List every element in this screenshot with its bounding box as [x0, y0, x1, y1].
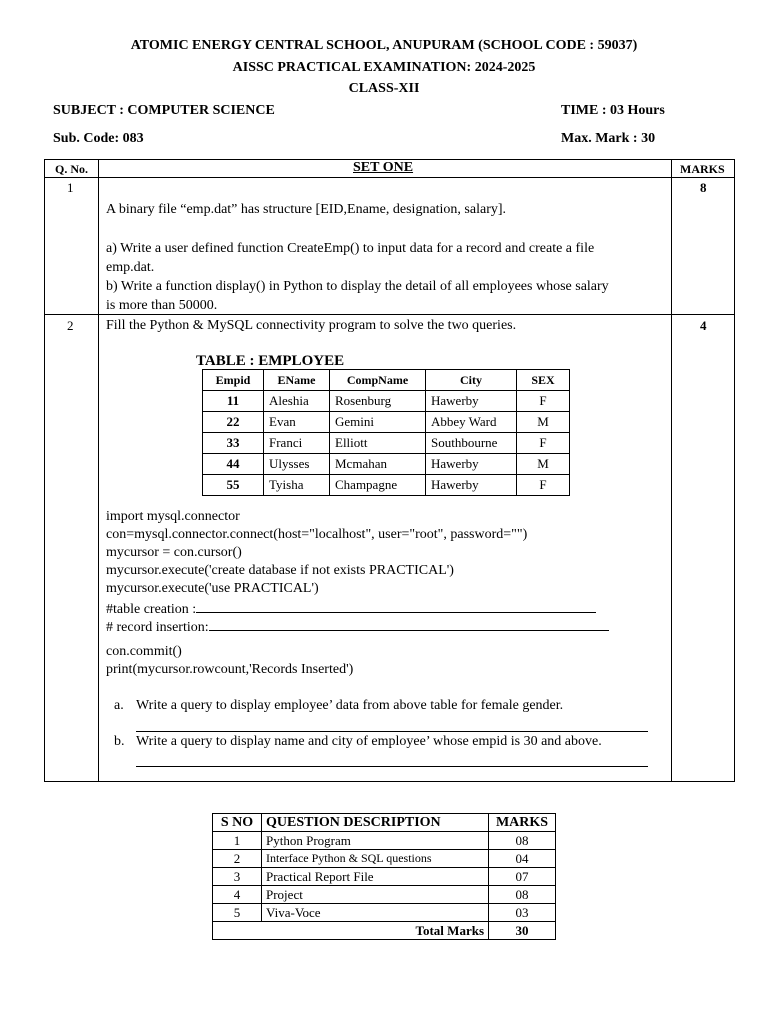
part-b-text: Write a query to display name and city of employee’ whose empid is 30 and above.	[136, 734, 602, 749]
cell-city: Hawerby	[426, 475, 517, 496]
set-header: SET ONE	[353, 160, 414, 175]
table-row	[213, 904, 556, 922]
cell-marks: 04	[489, 850, 556, 868]
cell-city: Hawerby	[426, 454, 517, 475]
cell-sno: 3	[213, 868, 262, 886]
record-insertion-row	[106, 616, 609, 637]
marks-summary-table	[212, 813, 556, 940]
total-row	[213, 922, 556, 940]
q1-number: 1	[67, 180, 74, 195]
part-a-text: Write a query to display employee’ data from above table for female gender.	[136, 698, 564, 713]
cell-description: Python Program	[262, 832, 489, 850]
cell-marks: 03	[489, 904, 556, 922]
table-row	[203, 391, 570, 412]
table-creation-blank	[196, 598, 596, 613]
table-row	[213, 832, 556, 850]
part-b-marker: b.	[114, 734, 125, 749]
part-a-marker: a.	[114, 698, 124, 713]
code-line: con=mysql.connector.connect(host="localhost", user="root", password="")	[106, 527, 528, 542]
cell-city: Southbourne	[426, 433, 517, 454]
q2-intro: Fill the Python & MySQL connectivity program to solve the two queries.	[106, 318, 517, 333]
cell-sno: 2	[213, 850, 262, 868]
column-divider	[671, 160, 672, 781]
record-insertion-label: # record insertion:	[106, 620, 209, 635]
col-description: QUESTION DESCRIPTION	[262, 814, 489, 832]
subject-label: SUBJECT : COMPUTER SCIENCE	[53, 103, 275, 118]
table-row	[203, 475, 570, 496]
code-line: mycursor.execute('use PRACTICAL')	[106, 581, 319, 596]
cell-empid: 55	[203, 475, 264, 496]
max-mark-label: Max. Mark : 30	[561, 131, 656, 146]
time-label: TIME : 03 Hours	[561, 103, 665, 118]
q1-part-b-line2: is more than 50000.	[106, 298, 218, 313]
table-row	[213, 868, 556, 886]
q1-intro: A binary file “emp.dat” has structure [EID,Ename, designation, salary].	[106, 202, 507, 217]
header-divider	[45, 177, 734, 178]
record-insertion-blank	[209, 616, 609, 631]
col-empid: Empid	[203, 370, 264, 391]
cell-ename: Ulysses	[264, 454, 330, 475]
code-line: import mysql.connector	[106, 509, 240, 524]
commit-line: con.commit()	[106, 644, 182, 659]
cell-marks: 08	[489, 832, 556, 850]
cell-empid: 44	[203, 454, 264, 475]
table-row	[213, 886, 556, 904]
column-divider	[98, 160, 99, 781]
cell-ename: Evan	[264, 412, 330, 433]
cell-description: Interface Python & SQL questions	[262, 850, 489, 868]
employee-table-title: TABLE : EMPLOYEE	[196, 353, 345, 369]
part-b-answer-line	[136, 766, 648, 767]
cell-description: Practical Report File	[262, 868, 489, 886]
cell-sno: 5	[213, 904, 262, 922]
cell-compname: Champagne	[330, 475, 426, 496]
q2-marks: 4	[700, 318, 707, 333]
table-creation-label: #table creation :	[106, 602, 197, 617]
part-a-answer-line	[136, 731, 648, 732]
cell-sno: 1	[213, 832, 262, 850]
cell-description: Project	[262, 886, 489, 904]
q1-marks: 8	[700, 180, 707, 195]
cell-description: Viva-Voce	[262, 904, 489, 922]
qno-header: Q. No.	[55, 162, 88, 176]
q1-part-a-line1: a) Write a user defined function CreateEmp() to input data for a record and create a file	[106, 241, 595, 256]
cell-compname: Mcmahan	[330, 454, 426, 475]
table-row	[203, 454, 570, 475]
q1-part-b-line1: b) Write a function display() in Python to display the detail of all employees whose salary	[106, 279, 609, 294]
cell-compname: Elliott	[330, 433, 426, 454]
col-ename: EName	[264, 370, 330, 391]
class-title: CLASS-XII	[348, 81, 420, 96]
cell-ename: Franci	[264, 433, 330, 454]
table-row	[203, 433, 570, 454]
code-line: mycursor.execute('create database if not exists PRACTICAL')	[106, 563, 454, 578]
col-sno: S NO	[213, 814, 262, 832]
school-title: ATOMIC ENERGY CENTRAL SCHOOL, ANUPURAM (SCHOOL CODE : 59037)	[130, 38, 638, 53]
employee-table	[202, 369, 570, 496]
exam-title: AISSC PRACTICAL EXAMINATION: 2024-2025	[232, 60, 536, 75]
sub-code-label: Sub. Code: 083	[53, 131, 144, 146]
summary-header-row	[213, 814, 556, 832]
table-row	[203, 412, 570, 433]
total-value: 30	[489, 922, 556, 940]
code-line: mycursor = con.cursor()	[106, 545, 242, 560]
col-city: City	[426, 370, 517, 391]
q2-number: 2	[67, 318, 74, 333]
col-sex: SEX	[517, 370, 570, 391]
cell-sno: 4	[213, 886, 262, 904]
cell-compname: Gemini	[330, 412, 426, 433]
cell-compname: Rosenburg	[330, 391, 426, 412]
cell-ename: Tyisha	[264, 475, 330, 496]
cell-empid: 22	[203, 412, 264, 433]
cell-sex: M	[517, 454, 570, 475]
cell-ename: Aleshia	[264, 391, 330, 412]
employee-table-header-row	[203, 370, 570, 391]
print-line: print(mycursor.rowcount,'Records Inserted')	[106, 662, 354, 677]
col-marks: MARKS	[489, 814, 556, 832]
cell-sex: F	[517, 433, 570, 454]
cell-sex: F	[517, 391, 570, 412]
total-label: Total Marks	[213, 922, 489, 940]
cell-empid: 11	[203, 391, 264, 412]
col-compname: CompName	[330, 370, 426, 391]
cell-city: Hawerby	[426, 391, 517, 412]
cell-sex: F	[517, 475, 570, 496]
table-row	[213, 850, 556, 868]
cell-empid: 33	[203, 433, 264, 454]
marks-header: MARKS	[680, 162, 725, 176]
cell-marks: 07	[489, 868, 556, 886]
cell-sex: M	[517, 412, 570, 433]
cell-city: Abbey Ward	[426, 412, 517, 433]
q1-part-a-line2: emp.dat.	[106, 260, 155, 275]
cell-marks: 08	[489, 886, 556, 904]
